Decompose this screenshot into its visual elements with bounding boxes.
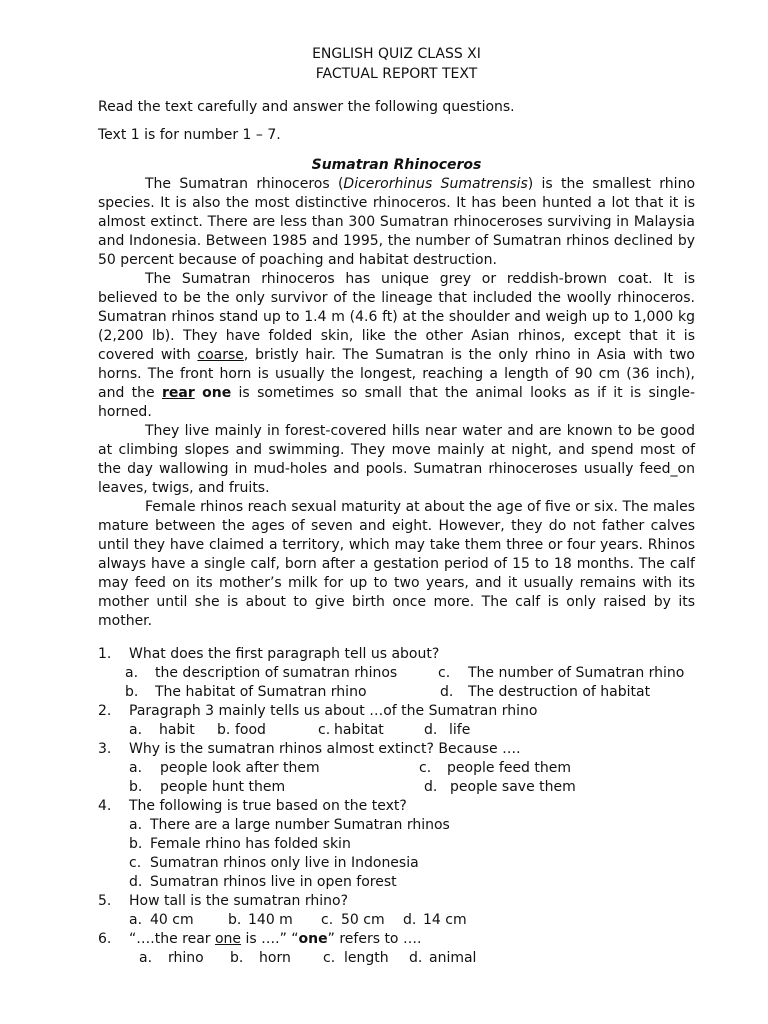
paragraph-4: Female rhinos reach sexual maturity at about the age of five or six. The males mature between the ages of seven and eight. However, they do not father calves until they have claimed a territory, which may take them three or four years. Rhinos always have a single calf, born after a gestation period of 15 to 18 months. The calf may feed on its mother’s milk for up to two years, and it usually remains with its mother until she is about to give birth once more. The calf is only raised by its mother. [98,499,695,629]
question-text: Why is the sumatran rhinos almost extinct? Because …. [129,741,521,757]
option-row: a. There are a large number Sumatran rhinos [129,817,450,833]
quiz-page [98,44,695,968]
underlined-word-coarse: coarse [197,347,244,363]
option-a: There are a large number Sumatran rhinos [150,817,450,833]
question-2 [98,702,695,721]
options-row: b. The habitat of Sumatran rhino d. The destruction of habitat [125,684,651,700]
option-c: people feed them [447,760,572,776]
question-4 [98,797,695,816]
options-row: a. people look after them c. people feed them [129,760,572,776]
paragraph-3: They live mainly in forest-covered hills near water and are known to be good at climbing slopes and swimming. They move mainly at night, and spend most of the day wallowing in mud-holes and pools. Sumatran rhinoceroses usually feed_on leaves, twigs, and fruits. [98,423,695,496]
question-text: How tall is the sumatran rhino? [129,893,349,909]
question-3 [98,740,695,759]
option-d: The destruction of habitat [468,684,651,700]
option-b: food [235,722,266,738]
instruction-text: Read the text carefully and answer the following questions. [98,99,515,115]
option-a: habit [159,722,195,738]
option-row: b. Female rhino has folded skin [129,836,351,852]
options-row: a. 40 cm b. 140 m c. 50 cm d. 14 cm [129,912,467,928]
underlined-word-rear: rear [162,385,195,401]
question-text: “….the rear one is ….” “one” refers to …. [129,931,422,947]
option-a: the description of sumatran rhinos [155,665,398,681]
option-b: Female rhino has folded skin [150,836,351,852]
option-d: animal [429,950,477,966]
options-row: a. rhino b. horn c. length d. animal [139,950,477,966]
option-row: c. Sumatran rhinos only live in Indonesia [129,855,419,871]
option-b: 140 m [248,912,293,928]
option-c: Sumatran rhinos only live in Indonesia [150,855,419,871]
question-1 [98,645,695,664]
question-text: The following is true based on the text? [129,798,407,814]
bold-word-one: one [202,385,232,401]
question-number: 4. [98,798,112,814]
quiz-subtitle: FACTUAL REPORT TEXT [315,66,478,82]
options-row: a. the description of sumatran rhinos c. The number of Sumatran rhino [125,665,685,681]
options-row: a. habit b. food c. habitat d. life [129,722,471,738]
question-text: Paragraph 3 mainly tells us about …of the Sumatran rhino [129,703,538,719]
question-number: 3. [98,741,112,757]
question-number: 2. [98,703,112,719]
option-c: length [344,950,389,966]
article-title: Sumatran Rhinoceros [311,157,482,173]
paragraph-2: The Sumatran rhinoceros has unique grey or reddish-brown coat. It is believed to be the only survivor of the lineage that included the woolly rhinoceros. Sumatran rhinos stand up to 1.4 m (4.6 ft) at the shoulder and weigh up to 1,000 kg (2,200 lb). They have folded skin, like the other Asian rhinos, except that it is covered with coarse, bristly hair. The Sumatran is the only rhino in Asia with two horns. The front horn is usually the longest, reaching a length of 90 cm (36 inch), and the rear one is sometimes so small that the animal looks as if it is single-horned. [98,271,696,420]
option-d: Sumatran rhinos live in open forest [150,874,397,890]
quiz-title: ENGLISH QUIZ CLASS XI [312,46,481,62]
option-d: life [449,722,471,738]
options-row: b. people hunt them d. people save them [129,779,576,795]
option-d: people save them [450,779,576,795]
option-c: habitat [334,722,384,738]
question-5 [98,892,695,911]
option-b: The habitat of Sumatran rhino [155,684,367,700]
option-a: people look after them [160,760,320,776]
option-c: 50 cm [341,912,385,928]
latin-name: Dicerorhinus Sumatrensis [343,176,528,192]
option-a: rhino [168,950,204,966]
question-number: 6. [98,931,112,947]
option-row: d. Sumatran rhinos live in open forest [129,874,397,890]
question-6 [98,930,695,949]
question-text: What does the first paragraph tell us about? [129,646,440,662]
option-a: 40 cm [150,912,194,928]
option-b: people hunt them [160,779,286,795]
option-b: horn [259,950,291,966]
question-number: 1. [98,646,112,662]
option-d: 14 cm [423,912,467,928]
paragraph-1: The Sumatran rhinoceros (Dicerorhinus Sumatrensis) is the smallest rhino species. It is also the most distinctive rhinoceros. It has been hunted a lot that it is almost extinct. There are less than 300 Sumatran rhinoceroses surviving in Malaysia and Indonesia. Between 1985 and 1995, the number of Sumatran rhinos declined by 50 percent because of poaching and habitat destruction. [98,176,696,268]
option-c: The number of Sumatran rhino [468,665,685,681]
text-range-note: Text 1 is for number 1 – 7. [98,127,281,143]
question-number: 5. [98,893,112,909]
